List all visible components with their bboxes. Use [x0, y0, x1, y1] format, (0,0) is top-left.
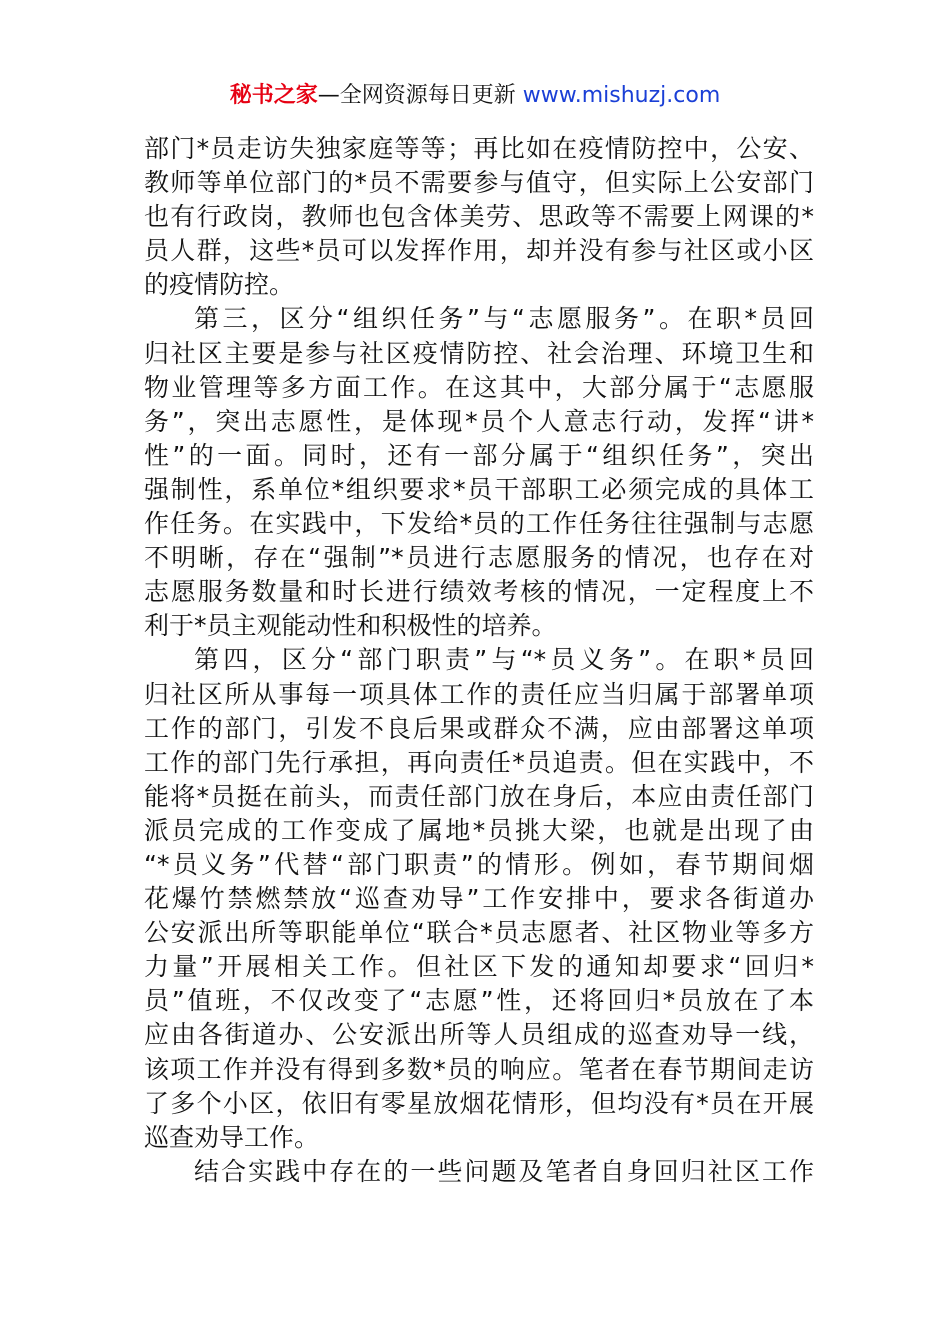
document-body	[144, 132, 814, 1189]
text-line: 公安派出所等职能单位“联合*员志愿者、社区物业等多方	[144, 918, 814, 948]
text-line: 务”，突出志愿性，是体现*员个人意志行动，发挥“讲*	[144, 406, 814, 436]
text-line: 第四，区分“部门职责”与“*员义务”。在职*员回	[194, 645, 814, 675]
text-line: 物业管理等多方面工作。在这其中，大部分属于“志愿服	[144, 372, 814, 402]
text-line: 花爆竹禁燃禁放“巡查劝导”工作安排中，要求各街道办	[144, 884, 814, 914]
text-line: 归社区所从事每一项具体工作的责任应当归属于部署单项	[144, 679, 814, 709]
text-line: 应由各街道办、公安派出所等人员组成的巡查劝导一线，	[144, 1020, 814, 1050]
text-line: 利于*员主观能动性和积极性的培养。	[144, 611, 557, 641]
text-line: 派员完成的工作变成了属地*员挑大梁，也就是出现了由	[144, 815, 814, 845]
text-line: 的疫情防控。	[144, 270, 295, 300]
header-tagline: —全网资源每日更新	[317, 83, 523, 108]
text-line: 员”值班，不仅改变了“志愿”性，还将回归*员放在了本	[144, 986, 814, 1016]
header-site-link[interactable]: www.mishuzj.com	[522, 83, 721, 108]
text-line: 部门*员走访失独家庭等等；再比如在疫情防控中，公安、	[144, 134, 814, 163]
text-line: “*员义务”代替“部门职责”的情形。例如，春节期间烟	[144, 849, 814, 879]
text-line: 员人群，这些*员可以发挥作用，却并没有参与社区或小区	[144, 236, 814, 266]
text-line: 该项工作并没有得到多数*员的响应。笔者在春节期间走访	[144, 1054, 814, 1084]
page-header	[0, 80, 950, 112]
text-line: 巡查劝导工作。	[144, 1122, 320, 1152]
text-line: 性”的一面。同时，还有一部分属于“组织任务”，突出	[144, 440, 814, 470]
text-line: 作任务。在实践中，下发给*员的工作任务往往强制与志愿	[144, 509, 814, 539]
text-line: 志愿服务数量和时长进行绩效考核的情况，一定程度上不	[144, 577, 814, 607]
text-line: 归社区主要是参与社区疫情防控、社会治理、环境卫生和	[144, 338, 814, 368]
text-line: 也有行政岗，教师也包含体美劳、思政等不需要上网课的*	[144, 202, 814, 232]
text-line: 结合实践中存在的一些问题及笔者自身回归社区工作	[194, 1156, 814, 1186]
header-brand: 秘书之家	[229, 83, 318, 108]
text-line: 教师等单位部门的*员不需要参与值守，但实际上公安部门	[144, 168, 814, 198]
text-line: 力量”开展相关工作。但社区下发的通知却要求“回归*	[144, 952, 814, 982]
text-line: 工作的部门，引发不良后果或群众不满，应由部署这单项	[144, 713, 814, 743]
text-line: 了多个小区，依旧有零星放烟花情形，但均没有*员在开展	[144, 1088, 814, 1118]
text-line: 不明晰，存在“强制”*员进行志愿服务的情况，也存在对	[144, 543, 814, 573]
text-line: 第三，区分“组织任务”与“志愿服务”。在职*员回	[194, 304, 814, 334]
text-line: 工作的部门先行承担，再向责任*员追责。但在实践中，不	[144, 747, 814, 777]
text-line: 能将*员挺在前头，而责任部门放在身后，本应由责任部门	[144, 781, 814, 811]
text-line: 强制性，系单位*组织要求*员干部职工必须完成的具体工	[144, 474, 814, 504]
